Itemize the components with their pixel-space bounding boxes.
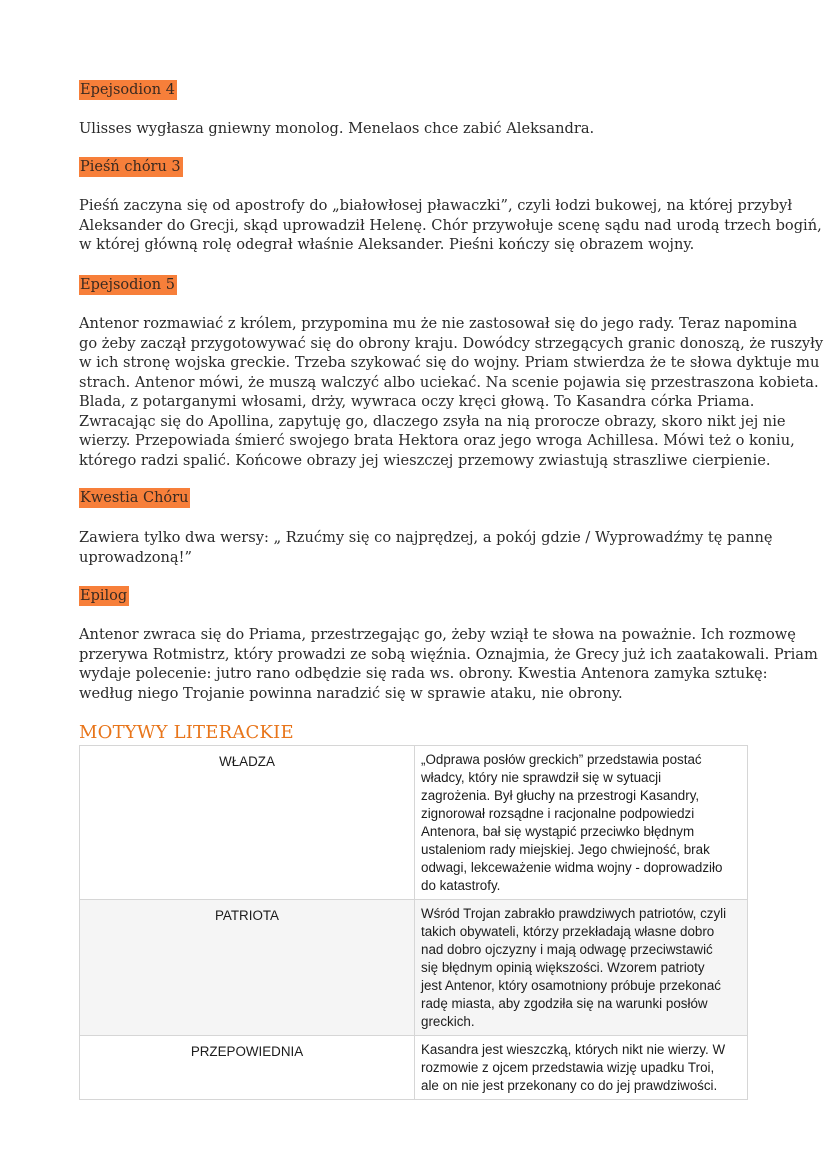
text-line: w ich stronę wojska greckie. Trzeba szykować się do wojny. Priam stwierdza że te słowa dyktuje mu [79, 354, 820, 371]
text-line: Blada, z potarganymi włosami, drży, wywraca oczy kręci głową. To Kasandra córka Priama. [79, 393, 755, 410]
text-line: przerywa Rotmistrz, który prowadzi ze sobą więźnia. Oznajmia, że Grecy już ich zaatakowali. Priam [79, 645, 818, 663]
section-heading-epejsodion-4: Epejsodion 4 [80, 82, 175, 98]
text-line: wierzy. Przepowiada śmierć swojego brata Hektora oraz jego wroga Achillesa. Mówi też o koniu, [79, 432, 795, 449]
motywy-table [79, 745, 748, 1100]
section-text-epejsodion-5 [79, 314, 824, 470]
cell-line: „Odprawa posłów greckich” przedstawia postać [421, 752, 702, 767]
cell-line: nad dobro ojczyzny i mają odwagę przeciwstawić [421, 942, 713, 957]
section-text-piesn-choru-3 [79, 196, 822, 255]
text-line: strach. Antenor mówi, że muszą walczyć albo uciekać. Na scenie pojawia się przestraszona kobieta. [79, 373, 819, 391]
cell-line: zagrożenia. Był głuchy na przestrogi Kasandry, [421, 788, 700, 803]
text-line: Ulisses wygłasza gniewny monolog. Menelaos chce zabić Aleksandra. [79, 120, 595, 137]
section-heading-piesn-choru-3: Pieśń chóru 3 [80, 159, 181, 175]
text-line: go żeby zaczął przygotowywać się do obrony kraju. Dowódcy strzegących granic donoszą, że ruszyły [79, 334, 824, 352]
text-line: Antenor zwraca się do Priama, przestrzegając go, żeby wziął te słowa na poważnie. Ich rozmowę [79, 626, 796, 643]
text-line: którego radzi spalić. Końcowe obrazy jej wieszczej przemowy zwiastują straszliwe cierpienie. [79, 451, 771, 469]
cell-line: ustaleniom rady miejskiej. Jego chwiejność, brak [421, 842, 710, 857]
cell-line: zignorował rozsądne i racjonalne podpowiedzi [421, 806, 695, 821]
table-value-cell [415, 746, 748, 900]
text-line: uprowadzoną!” [79, 548, 192, 566]
table-row [80, 900, 748, 1036]
section-heading-epejsodion-5: Epejsodion 5 [80, 277, 175, 293]
table-row [80, 746, 748, 900]
cell-line: władcy, który nie sprawdził się w sytuacji [421, 770, 662, 785]
table-key-cell: WŁADZA [80, 746, 415, 900]
section-heading-epilog: Epilog [80, 588, 128, 604]
text-line: według niego Trojanie powinna naradzić się w sprawie ataku, nie obrony. [79, 684, 623, 702]
section-text-kwestia-choru [79, 528, 773, 567]
cell-line: ale on nie jest przekonany co do jej prawdziwości. [421, 1078, 718, 1093]
cell-line: takich obywateli, którzy przekładają własne dobro [421, 924, 715, 939]
section-text-epilog [79, 625, 818, 703]
table-key-cell: PRZEPOWIEDNIA [80, 1036, 415, 1100]
cell-line: Kasandra jest wieszczką, których nikt nie wierzy. W [421, 1042, 726, 1057]
motywy-title: MOTYWY LITERACKIE [79, 722, 294, 743]
cell-line: odwagi, lekceważenie widma wojny - doprowadziło [421, 860, 723, 875]
text-line: Antenor rozmawiać z królem, przypomina mu że nie zastosował się do jego rady. Teraz napomina [79, 315, 798, 332]
cell-line: Wśród Trojan zabrakło prawdziwych patriotów, czyli [421, 906, 727, 921]
cell-line: rozmowie z ojcem przedstawia wizję upadku Troi, [421, 1060, 715, 1075]
cell-line: się błędnym opinią większości. Wzorem patrioty [421, 960, 705, 975]
text-line: Pieśń zaczyna się od apostrofy do „białowłosej pławaczki”, czyli łodzi bukowej, na której przybył [79, 197, 793, 214]
cell-line: greckich. [421, 1014, 475, 1029]
table-key-cell: PATRIOTA [80, 900, 415, 1036]
text-line: Zwracając się do Apollina, zapytuję go, dlaczego zsyła na nią prorocze obrazy, skoro nikt jej nie [79, 412, 786, 430]
cell-line: jest Antenor, który osamotniony próbuje przekonać [421, 978, 721, 993]
cell-line: Antenora, bał się wystąpić przeciwko błędnym [421, 824, 695, 839]
text-line: Zawiera tylko dwa wersy: „ Rzućmy się co najprędzej, a pokój gdzie / Wyprowadźmy tę pannę [79, 529, 773, 546]
section-heading-kwestia-choru: Kwestia Chóru [80, 490, 189, 506]
text-line: Aleksander do Grecji, skąd uprowadził Helenę. Chór przywołuje scenę sądu nad urodą trzech bogiń, [79, 216, 822, 234]
table-row [80, 1036, 748, 1100]
table-value-cell [415, 1036, 748, 1100]
text-line: wydaje polecenie: jutro rano odbędzie się rada ws. obrony. Kwestia Antenora zamyka sztukę: [79, 665, 768, 682]
text-line: w której główną rolę odegrał właśnie Aleksander. Pieśni kończy się obrazem wojny. [79, 236, 695, 253]
cell-line: radę miasta, aby zgodziła się na warunki posłów [421, 996, 708, 1011]
section-text-epejsodion-4 [79, 119, 759, 139]
table-value-cell [415, 900, 748, 1036]
cell-line: do katastrofy. [421, 878, 501, 893]
